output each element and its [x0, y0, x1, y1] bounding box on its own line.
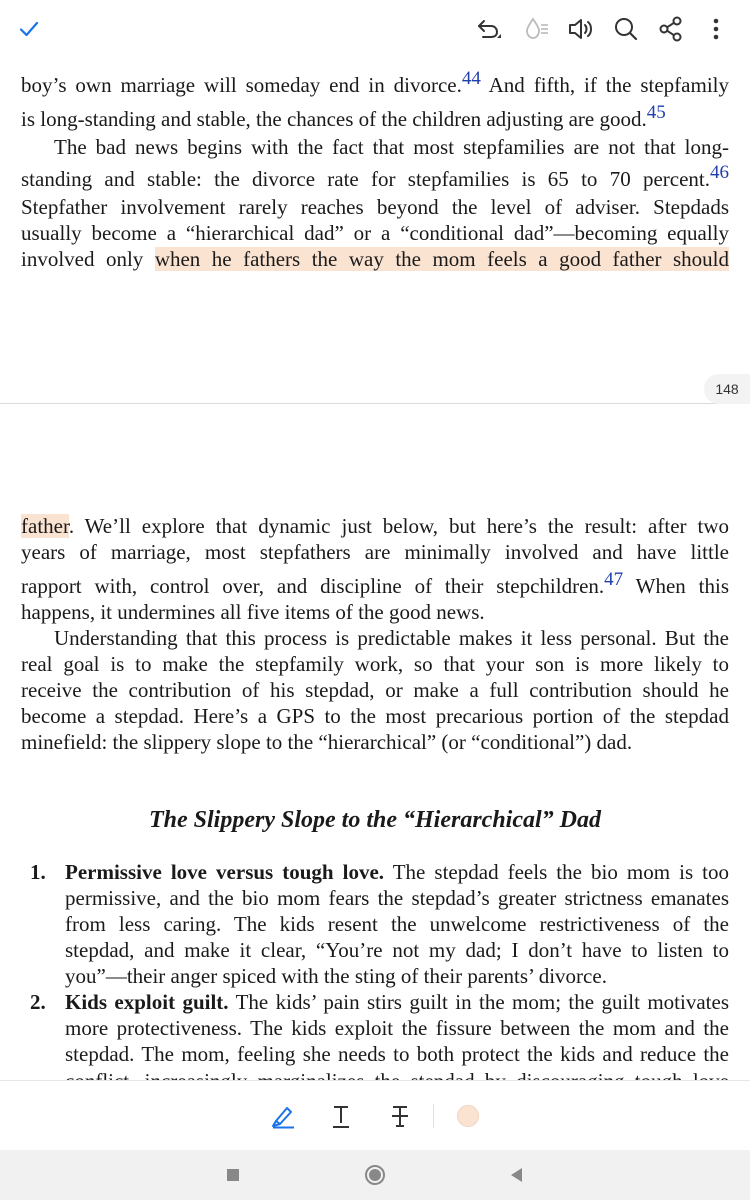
page-bottom-line-8: become a stepdad. Here’s a GPS to the most precarious portion of the stepdad — [21, 704, 729, 728]
highlighted-text[interactable]: when he fathers the way the mom feels a good father should — [154, 247, 730, 271]
body-text: And fifth, if the stepfamily — [480, 73, 730, 97]
list-lead: Permissive love versus tough love. — [65, 860, 385, 884]
share-icon — [658, 16, 684, 42]
list-line: stepdad. The mom, feeling she needs to both protect the kids and reduce the — [65, 1042, 729, 1066]
back-icon — [508, 1166, 524, 1184]
page-top-line-5: Stepfather involvement rarely reaches beyond the level of adviser. Stepdads — [21, 195, 729, 219]
page-number-badge: 148 — [704, 374, 750, 404]
body-text: boy’s own marriage will someday end in divorce. — [21, 73, 462, 97]
brightness-icon — [523, 16, 551, 42]
list-lead: Kids exploit guilt. — [65, 990, 229, 1014]
list-number: 2. — [30, 990, 46, 1014]
body-text: involved only — [21, 247, 155, 271]
page-top-line-4 — [21, 162, 729, 192]
toolbar-divider — [433, 1104, 434, 1128]
page-top-line-6: usually become a “hierarchical dad” or a “conditional dad”—becoming equally — [21, 221, 729, 245]
underline-button[interactable] — [326, 1101, 356, 1131]
body-text: rapport with, control over, and discipline of their stepchildren. — [21, 574, 605, 598]
page-bottom-line-2: years of marriage, most stepfathers are minimally involved and have little — [21, 540, 729, 564]
list-item-2 — [30, 989, 729, 1067]
page-top-line-3: The bad news begins with the fact that most stepfamilies are not that long- — [54, 135, 729, 159]
list-line: permissive, and the bio mom fears the stepdad’s greater strictness emanates — [65, 886, 729, 910]
highlight-color-swatch-icon[interactable] — [457, 1105, 479, 1127]
search-button[interactable] — [611, 14, 641, 44]
section-heading: The Slippery Slope to the “Hierarchical” Dad — [149, 807, 601, 833]
strikethrough-button[interactable] — [385, 1101, 415, 1131]
list-line — [65, 859, 729, 885]
endnote-ref-46[interactable]: 46 — [710, 162, 729, 183]
page-bottom-line-7: receive the contribution of his stepdad, or make a full contribution should he — [21, 678, 729, 702]
read-aloud-button[interactable] — [566, 14, 596, 44]
highlighter-button[interactable] — [268, 1101, 298, 1131]
done-button[interactable] — [14, 14, 44, 44]
page-bottom-line-9: minefield: the slippery slope to the “hierarchical” (or “conditional”) dad. — [21, 730, 633, 754]
endnote-ref-45[interactable]: 45 — [646, 102, 666, 123]
undo-button[interactable] — [474, 14, 504, 44]
clipped-text-line — [65, 1068, 729, 1080]
body-text: standing and stable: the divorce rate for stepfamilies is 65 to 70 percent. — [21, 167, 710, 191]
more-options-button[interactable] — [701, 14, 731, 44]
back-button[interactable] — [504, 1163, 528, 1187]
undo-icon — [475, 16, 503, 42]
page-top-line-7 — [21, 246, 729, 272]
page-top-line-1 — [21, 68, 730, 98]
recents-button[interactable] — [221, 1163, 245, 1187]
body-text: . We’ll explore that dynamic just below, but here’s the result: after two — [68, 514, 729, 538]
list-line — [65, 989, 729, 1015]
highlighted-text[interactable]: father — [21, 514, 69, 538]
page-bottom-line-6: real goal is to make the stepfamily work, so that your son is more likely to — [21, 652, 729, 676]
underline-icon — [330, 1103, 352, 1129]
list-line: more protectiveness. The kids exploit the fissure between the mom and the — [65, 1016, 729, 1040]
list-line: stepdad, and make it clear, “You’re not my dad; I don’t have to listen to — [65, 938, 729, 962]
more-icon — [711, 16, 721, 42]
body-text: is long-standing and stable, the chances of the children adjusting are good. — [21, 107, 647, 131]
read-aloud-icon — [567, 16, 595, 42]
page-bottom-line-4: happens, it undermines all five items of the good news. — [21, 600, 485, 624]
recents-icon — [226, 1168, 240, 1182]
reader-top-bar — [0, 0, 750, 58]
home-icon — [364, 1164, 386, 1186]
system-navigation-bar — [0, 1150, 750, 1200]
body-text: When this — [623, 574, 730, 598]
home-button[interactable] — [363, 1163, 387, 1187]
body-text: The stepdad feels the bio mom is too — [384, 860, 729, 884]
list-item-1 — [30, 859, 729, 989]
page-bottom-line-5: Understanding that this process is predictable makes it less personal. But the — [54, 626, 729, 650]
strikethrough-icon — [389, 1103, 411, 1129]
brightness-button[interactable] — [522, 14, 552, 44]
page-separator — [0, 403, 750, 404]
share-button[interactable] — [656, 14, 686, 44]
body-text: The kids’ pain stirs guilt in the mom; the guilt motivates — [228, 990, 729, 1014]
list-number: 1. — [30, 860, 46, 884]
annotation-toolbar — [0, 1080, 750, 1150]
endnote-ref-47[interactable]: 47 — [604, 569, 624, 590]
checkmark-icon — [18, 18, 40, 40]
page-top-line-2 — [21, 102, 729, 132]
endnote-ref-44[interactable]: 44 — [461, 68, 481, 89]
list-line: you”—their anger spiced with the sting of their parents’ divorce. — [65, 964, 607, 988]
highlighter-pen-icon — [270, 1103, 296, 1129]
search-icon — [613, 16, 639, 42]
list-line: from less caring. The kids resent the unwelcome restrictiveness of the — [65, 912, 729, 936]
page-bottom-line-1 — [21, 513, 729, 539]
page-bottom-line-3 — [21, 569, 730, 599]
